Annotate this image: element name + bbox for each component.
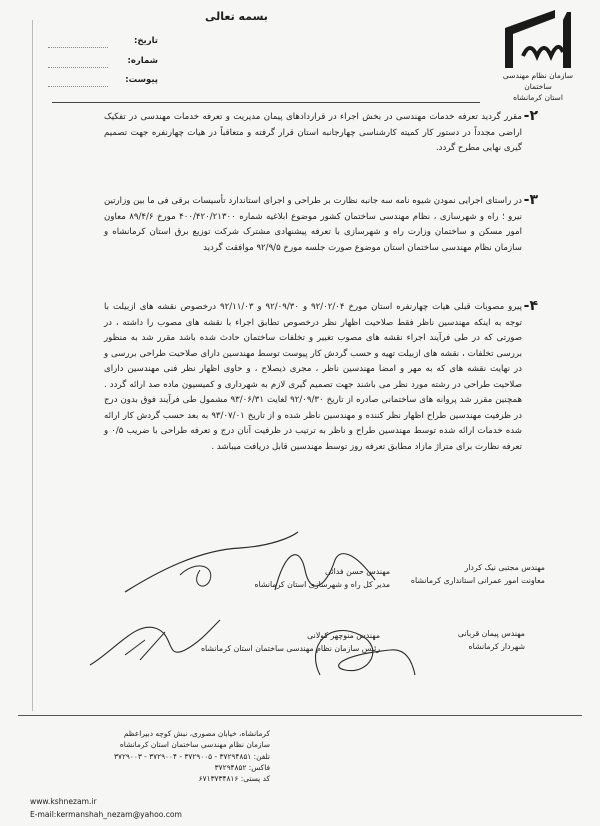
footer-org: سازمان نظام مهندسی ساختمان استان کرمانشاه bbox=[119, 740, 270, 750]
org-name: سازمان نظام مهندسی ساختمان bbox=[502, 71, 574, 91]
footer-address-block bbox=[30, 728, 270, 784]
org-province: استان کرمانشاه bbox=[513, 93, 563, 102]
signatory-name: مهندس حسن فدائی bbox=[324, 567, 390, 576]
paragraph-number: ۲- bbox=[523, 108, 538, 124]
footer-address: کرمانشاه، خیابان مصوری، نبش کوچه دبیراعظم bbox=[123, 729, 270, 738]
number-field bbox=[48, 56, 158, 69]
paragraph-text: مقرر گردید تعرفه خدمات مهندسی در بخش اجراء در قراردادهای پیمان مدیریت و تعرفه خدمات مهندسی در تفکیک اراضی مجدداً در دستور کار کمیته کارشناسی چهارجانبه استان قرار گرفته و متعاقباً در هیات چهارنفره جهت تصمیم گیری نهایی مطرح گردد. bbox=[104, 112, 522, 153]
attachment-field bbox=[48, 75, 158, 88]
signatory-name: مهندس منوچهر کولانی bbox=[307, 631, 380, 640]
footer-postal: کد پستی: ۶۷۱۳۷۳۴۸۱۶ bbox=[198, 774, 270, 784]
paragraph-4 bbox=[104, 298, 538, 455]
margin-rule bbox=[32, 20, 33, 711]
footer-phone: تلفن: ۳۷۲۹۴۸۵۱ - ۳۷۲۹۰۰۵ - ۳۷۲۹۰۰۴ - ۳۷۲۹۰۰۳ bbox=[114, 751, 270, 761]
signatory-title: مدیر کل راه و شهرسازی استان کرمانشاه bbox=[254, 579, 390, 589]
signature-block bbox=[325, 562, 545, 587]
bismillah-heading: بسمه تعالی bbox=[205, 10, 268, 23]
paragraph-number: ۴- bbox=[523, 298, 538, 314]
paragraph-text: در راستای اجرایی نمودن شیوه نامه سه جانبه نظارت بر طراحی و اجرای استاندارد تأسیسات برقی فی ما بین وزارتین نیرو ؛ راه و شهرسازی ، نظام مهندسی ساختمان کشور موضوع ابلاغیه شماره ۴۰۰/۴۲۰/۲۱۳۰۰ مورخ ۸۹/۴/۶ معاون امور مسکن و ساختمان وزارت راه و شهرسازی با تعرفه پیشنهادی مشترک شرکت توزیع برق استان کرمانشاه و سازمان نظام مهندسی ساختمان استان موضوع صورت جلسه مورخ ۹۲/۹/۵ موافقت گردید bbox=[104, 196, 522, 253]
signatory-title: معاونت امور عمرانی استانداری کرمانشاه bbox=[410, 575, 545, 585]
footer-website[interactable]: www.kshnezam.ir bbox=[30, 797, 97, 806]
paragraph-text: پیرو مصوبات قبلی هیات چهارنفره استان مورخ ۹۲/۰۲/۰۴ و ۹۲/۰۹/۳۰ و ۹۲/۱۱/۰۳ درخصوص نقشه های ازبیلت با توجه به اینکه مهندسین ناظر فقط صلاحیت اظهار نظر درخصوص تطابق اجراء با نقشه های مصوب را داشته ، در صورتی که در طی فرآیند اجراء نقشه های مصوب تغییر و تخلفات ساختمان حادث شده باشد مقرر شد به منظور بررسی تخلفات ، نقشه های ازبیلت تهیه و حسب گردش کار پیوست توسط مهندسین دارای صلاحیت طراحی بررسی و در نهایت نقشه های که به مهر و امضا مهندسین ناظر ، مجری ذیصلاح ، و حاوی اظهار نظر فنی مهندسین دارای صلاحیت طراحی در رشته مورد نظر می باشند جهت تصمیم گیری لازم به شهرداری و کمیسیون ماده صد ارائه گردد . همچنین مقرر شد پروانه های ساختمانی صادره از تاریخ ۹۲/۰۹/۳۰ لغایت ۹۳/۰۶/۳۱ مشمول طی فرآیند فوق بدون درج در ظرفیت مهندسین طراح اظهار نظر کننده و مهندسین ناظر شده و از تاریخ ۹۳/۰۷/۰۱ به بعد حسب گردش کار ارائه شده خدمات ارائه شده توسط مهندسین طراح و ناظر به ترتیب در ظرفیت آنان درج و تعرفه طراحی با ضریب ۰/۵ و تعرفه نظارت برای متراژ مازاد مطابق تعرفه روز توسط مهندسین قابل دریافت میباشد . bbox=[104, 302, 523, 452]
header-divider bbox=[52, 102, 480, 103]
signatory-title: شهردار کرمانشاه bbox=[468, 641, 525, 651]
paragraph-2 bbox=[104, 108, 538, 157]
signatory-name: مهندس پیمان قربانی bbox=[457, 629, 525, 638]
date-field bbox=[48, 36, 158, 49]
signatory-title: رئیس سازمان نظام مهندسی ساختمان استان کرمانشاه bbox=[200, 643, 380, 653]
footer-fax: فاکس: ۳۷۲۹۴۸۵۲ bbox=[214, 762, 270, 772]
org-logo bbox=[494, 8, 582, 108]
signatory-name: مهندس مجتبی نیک کردار bbox=[464, 563, 545, 572]
paragraph-number: ۳- bbox=[523, 192, 538, 208]
org-logo-icon bbox=[503, 8, 573, 70]
date-label: تاریخ: bbox=[134, 36, 158, 46]
attachment-label: پیوست: bbox=[125, 75, 158, 85]
paragraph-3 bbox=[104, 192, 538, 256]
footer-divider bbox=[18, 715, 582, 716]
number-label: شماره: bbox=[127, 56, 158, 66]
signature-block bbox=[305, 628, 525, 653]
footer-email[interactable]: E-mail:kermanshah_nezam@yahoo.com bbox=[30, 810, 182, 819]
